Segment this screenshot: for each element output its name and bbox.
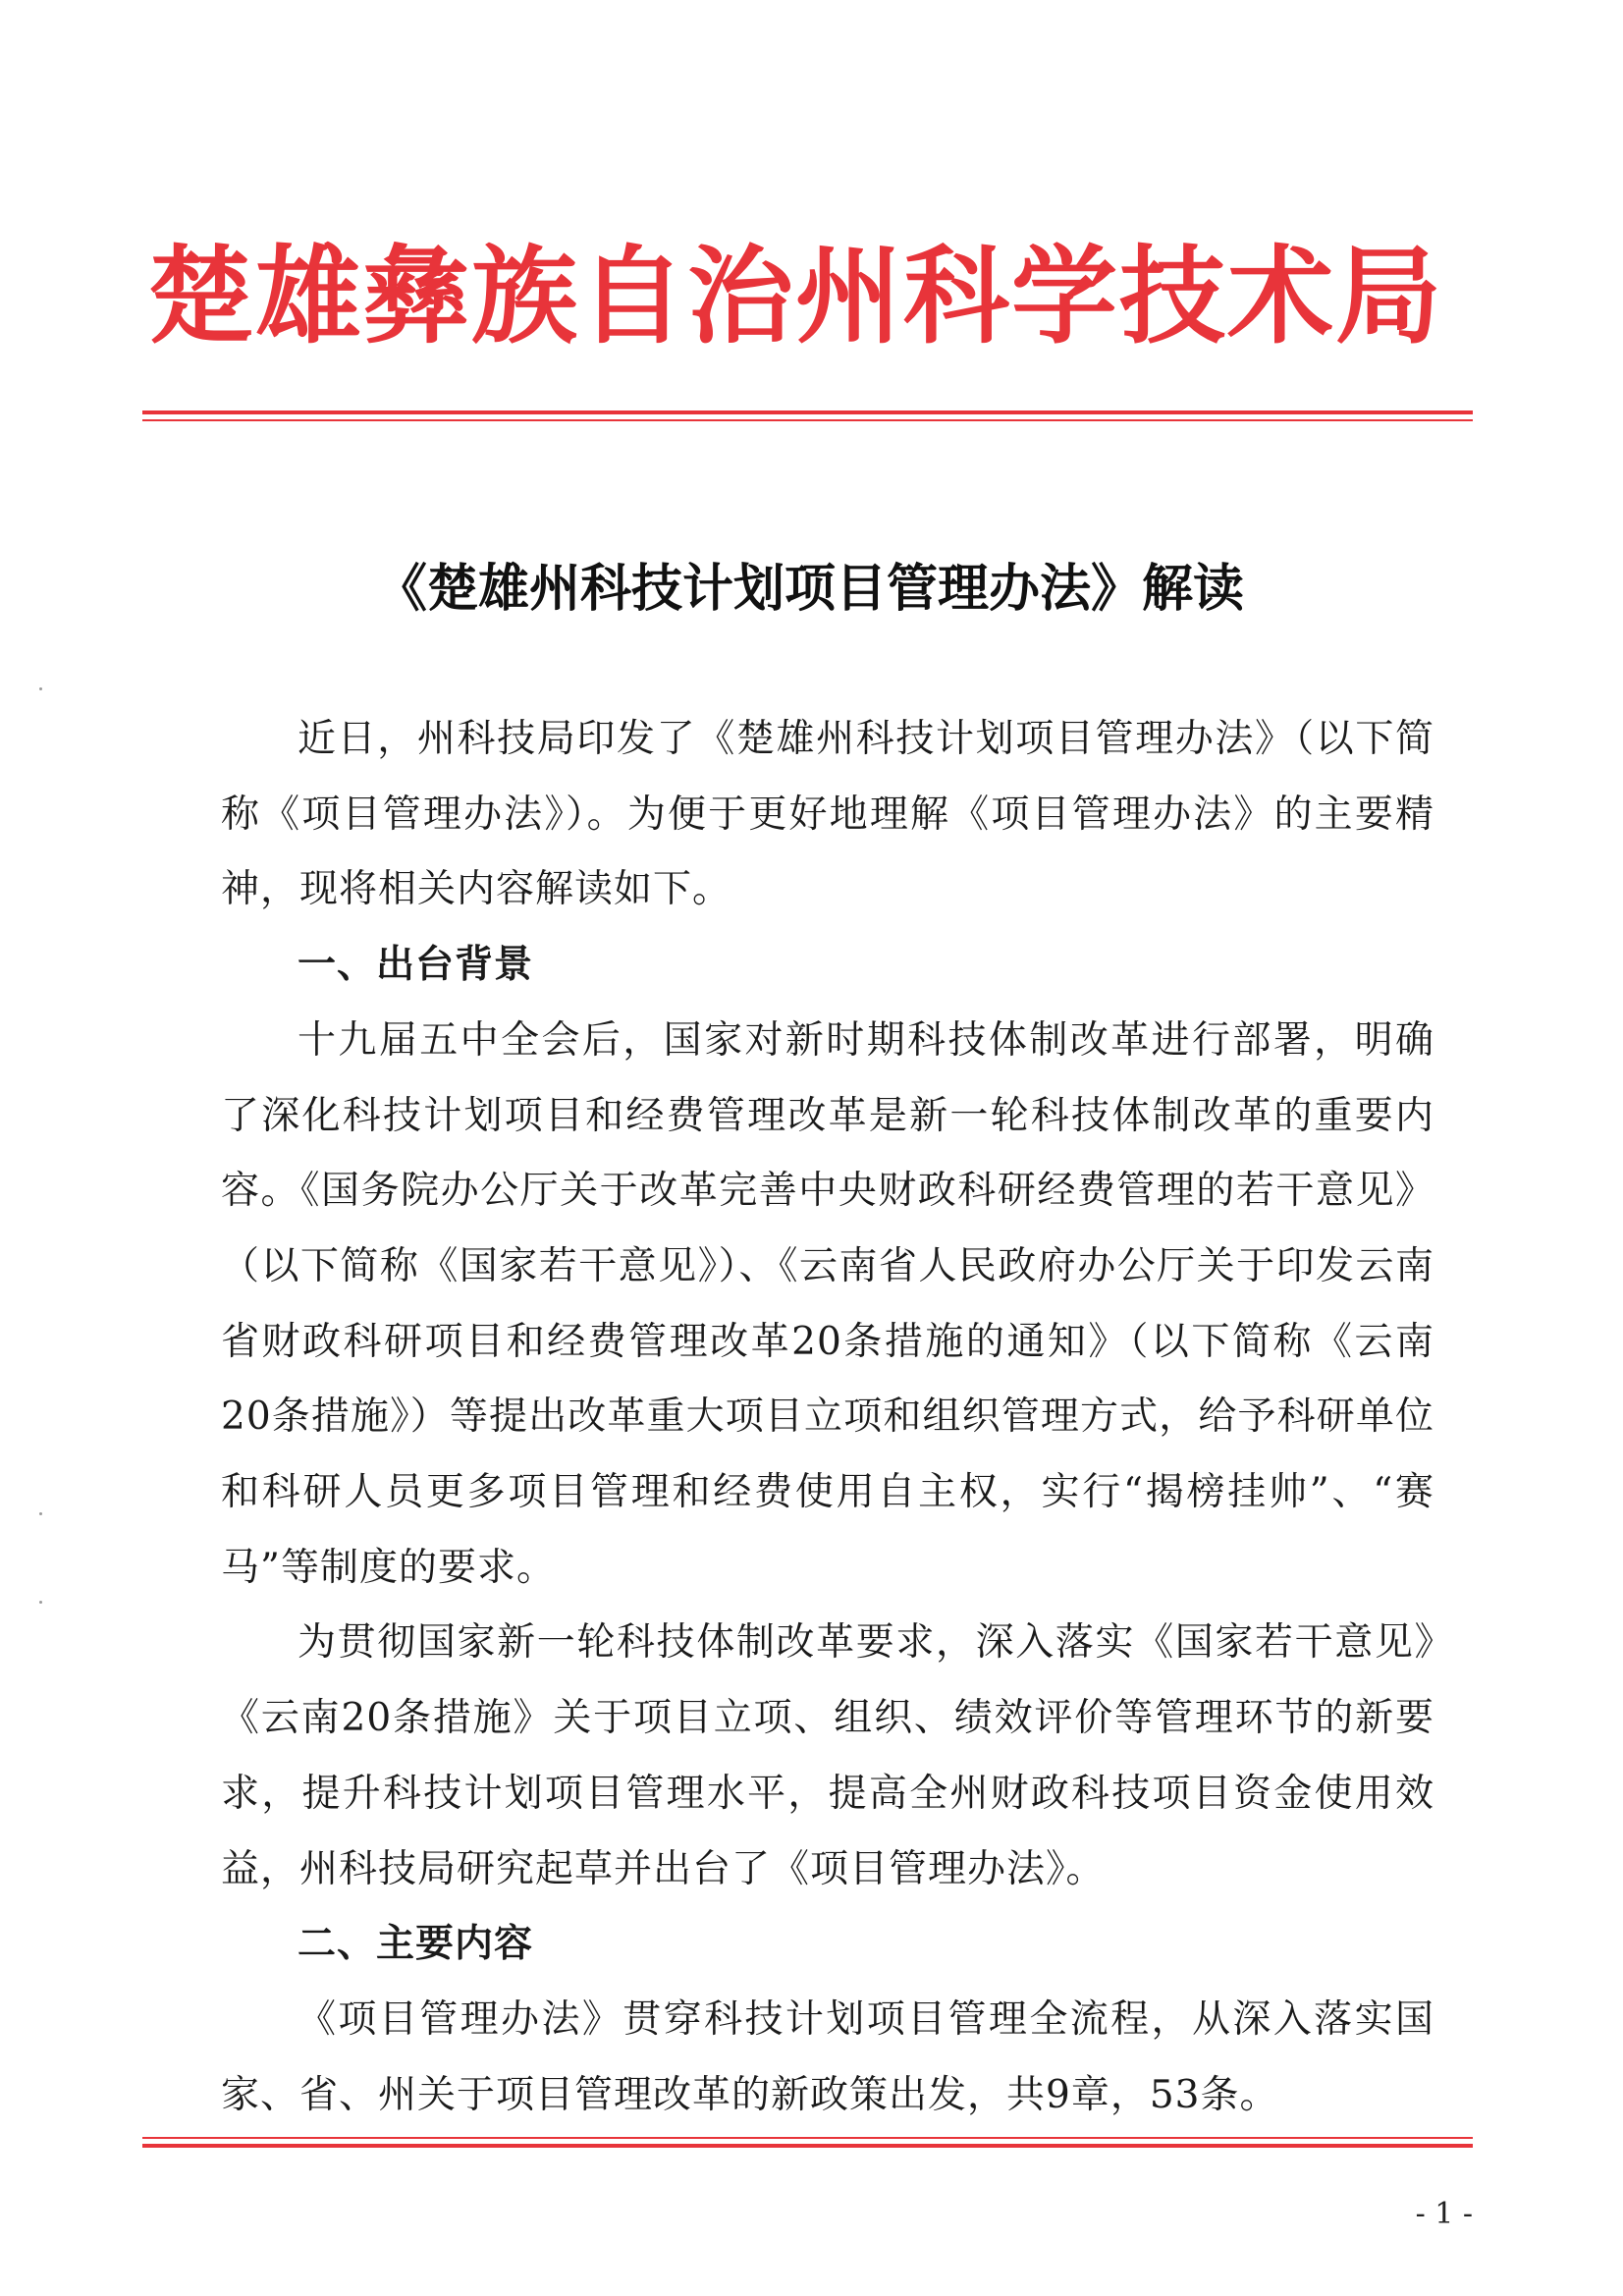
main-content-paragraph: 《项目管理办法》贯穿科技计划项目管理全流程，从深入落实国家、省、州关于项目管理改革的新政策出发，共9章，53条。 — [221, 1996, 1434, 2117]
document-title: 《楚雄州科技计划项目管理办法》解读 — [375, 560, 1244, 619]
document-body — [221, 702, 1434, 2133]
scan-speck — [39, 1512, 42, 1515]
intro-paragraph: 近日，州科技局印发了《楚雄州科技计划项目管理办法》（以下简称《项目管理办法》）。为便于更好地理解《项目管理办法》的主要精神，现将相关内容解读如下。 — [221, 717, 1434, 912]
page-number: - 1 - — [1415, 2197, 1473, 2231]
masthead-red-rule — [142, 410, 1473, 421]
scan-speck — [39, 1601, 42, 1604]
background-paragraph-2: 为贯彻国家新一轮科技体制改革要求，深入落实《国家若干意见》《云南20条措施》关于项目立项、组织、绩效评价等管理环节的新要求，提升科技计划项目管理水平，提高全州财政科技项目资金使用效益，州科技局研究起草并出台了《项目管理办法》。 — [221, 1620, 1434, 1891]
scan-speck — [39, 687, 42, 690]
issuing-authority-masthead: 楚雄彝族自治州科学技术局 — [147, 236, 1444, 358]
section-heading-main-content: 二、主要内容 — [298, 1922, 534, 1967]
footer-red-rule — [142, 2137, 1473, 2148]
section-heading-background: 一、出台背景 — [298, 943, 534, 988]
background-paragraph-1: 十九届五中全会后，国家对新时期科技体制改革进行部署，明确了深化科技计划项目和经费管理改革是新一轮科技体制改革的重要内容。《国务院办公厅关于改革完善中央财政科研经费管理的若干意见》（以下简称《国家若干意见》）、《云南省人民政府办公厅关于印发云南省财政科研项目和经费管理改革20条措施的通知》（以下简称《云南20条措施》）等提出改革重大项目立项和组织管理方式，给予科研单位和科研人员更多项目管理和经费使用自主权，实行“揭榜挂帅”、“赛马”等制度的要求。 — [221, 1017, 1434, 1590]
